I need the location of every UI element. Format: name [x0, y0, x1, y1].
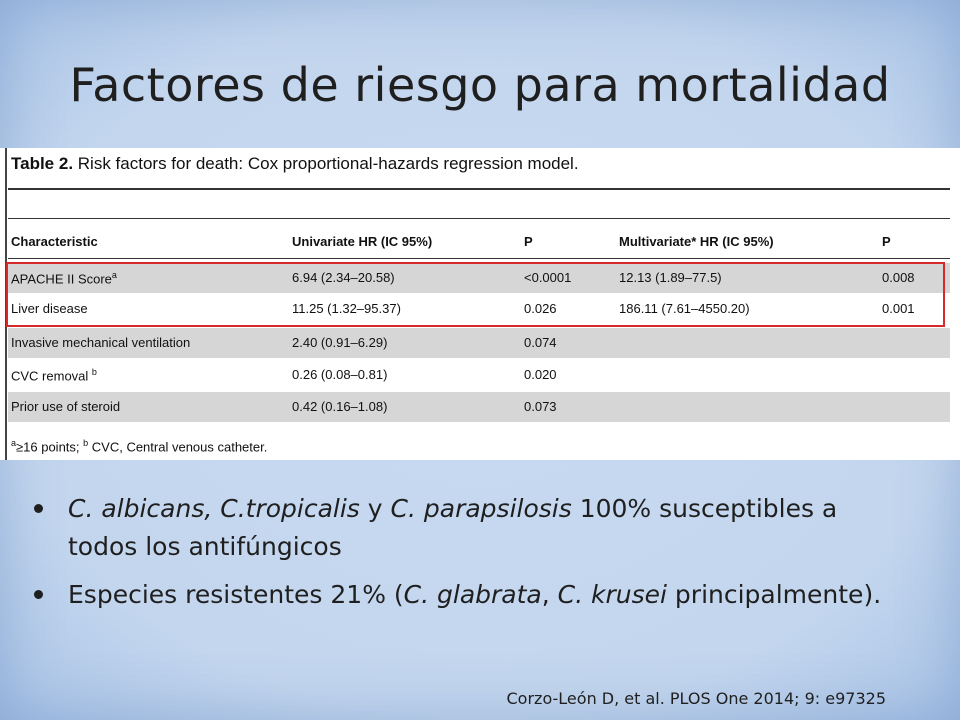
cell-p1: 0.020: [524, 367, 557, 382]
cell-univariate-hr: 0.26 (0.08–0.81): [292, 367, 388, 382]
cell-p2: 0.008: [882, 270, 915, 285]
header-p2: P: [882, 234, 891, 249]
table-image: [0, 148, 960, 460]
table-row: [8, 328, 950, 358]
table-caption: [11, 154, 579, 174]
cell-univariate-hr: 6.94 (2.34–20.58): [292, 270, 395, 285]
cell-p1: 0.026: [524, 301, 557, 316]
footnote-a: ≥16 points;: [16, 439, 84, 455]
cell-characteristic: APACHE II Score$^a$: [11, 270, 117, 287]
footnote-marker: a: [111, 270, 117, 280]
bullet-list: [30, 490, 910, 624]
cell-multivariate-hr: 186.11 (7.61–4550.20): [619, 301, 750, 316]
footnote-marker: b: [91, 367, 97, 377]
cell-p1: <0.0001: [524, 270, 572, 285]
table-top-rule: [8, 188, 950, 190]
cell-multivariate-hr: 12.13 (1.89–77.5): [619, 270, 722, 285]
footnote-b: CVC, Central venous catheter.: [88, 439, 268, 455]
cell-univariate-hr: 11.25 (1.32–95.37): [292, 301, 401, 316]
footnote-a-marker: a: [11, 438, 17, 448]
table-caption-label: Table 2.: [11, 154, 74, 173]
header-multivariate-hr: Multivariate* HR (IC 95%): [619, 234, 774, 249]
bullet-dot-icon: [34, 504, 43, 513]
bullet-text-part: ,: [541, 580, 558, 609]
header-bottom-rule: [8, 258, 950, 259]
cell-characteristic: Invasive mechanical ventilation: [11, 335, 191, 350]
cell-univariate-hr: 0.42 (0.16–1.08): [292, 399, 388, 414]
cell-univariate-hr: 2.40 (0.91–6.29): [292, 335, 388, 350]
header-p1: P: [524, 234, 533, 249]
table-row: [8, 392, 950, 422]
table-rule: [8, 218, 950, 219]
cell-characteristic: Liver disease: [11, 301, 88, 316]
highlight-box: [6, 262, 945, 327]
citation: Corzo-León D, et al. PLOS One 2014; 9: e97325: [506, 689, 886, 708]
bullet-text-part: C. parapsilosis: [390, 494, 572, 523]
bullet-text-part: y: [359, 494, 391, 523]
bullet-item-2: [30, 576, 910, 614]
footnote-b-marker: b: [83, 438, 89, 448]
bullet-2-text: [68, 580, 881, 609]
bullet-text-part: C. albicans, C.tropicalis: [68, 494, 360, 523]
bullet-text-part: 100% susceptibles a todos los antifúngicos: [68, 494, 838, 561]
header-univariate-hr: Univariate HR (IC 95%): [292, 234, 433, 249]
bullet-text-part: C. krusei: [557, 580, 667, 609]
table-row: [8, 360, 950, 390]
bullet-dot-icon: [34, 590, 43, 599]
bullet-text-part: principalmente).: [666, 580, 882, 609]
bullet-1-text: [68, 494, 837, 561]
cell-p1: 0.073: [524, 399, 557, 414]
cell-characteristic: CVC removal $^b$: [11, 367, 97, 384]
cell-p1: 0.074: [524, 335, 557, 350]
header-characteristic: Characteristic: [11, 234, 98, 249]
bullet-item-1: [30, 490, 910, 566]
table-caption-text: Risk factors for death: Cox proportional-hazards regression model.: [73, 154, 579, 173]
bullet-text-part: C. glabrata: [403, 580, 542, 609]
slide-title: Factores de riesgo para mortalidad: [69, 58, 891, 112]
cell-characteristic: Prior use of steroid: [11, 399, 121, 414]
cell-p2: 0.001: [882, 301, 915, 316]
bullet-text-part: Especies resistentes 21% (: [68, 580, 404, 609]
table-footnote: [11, 438, 267, 454]
